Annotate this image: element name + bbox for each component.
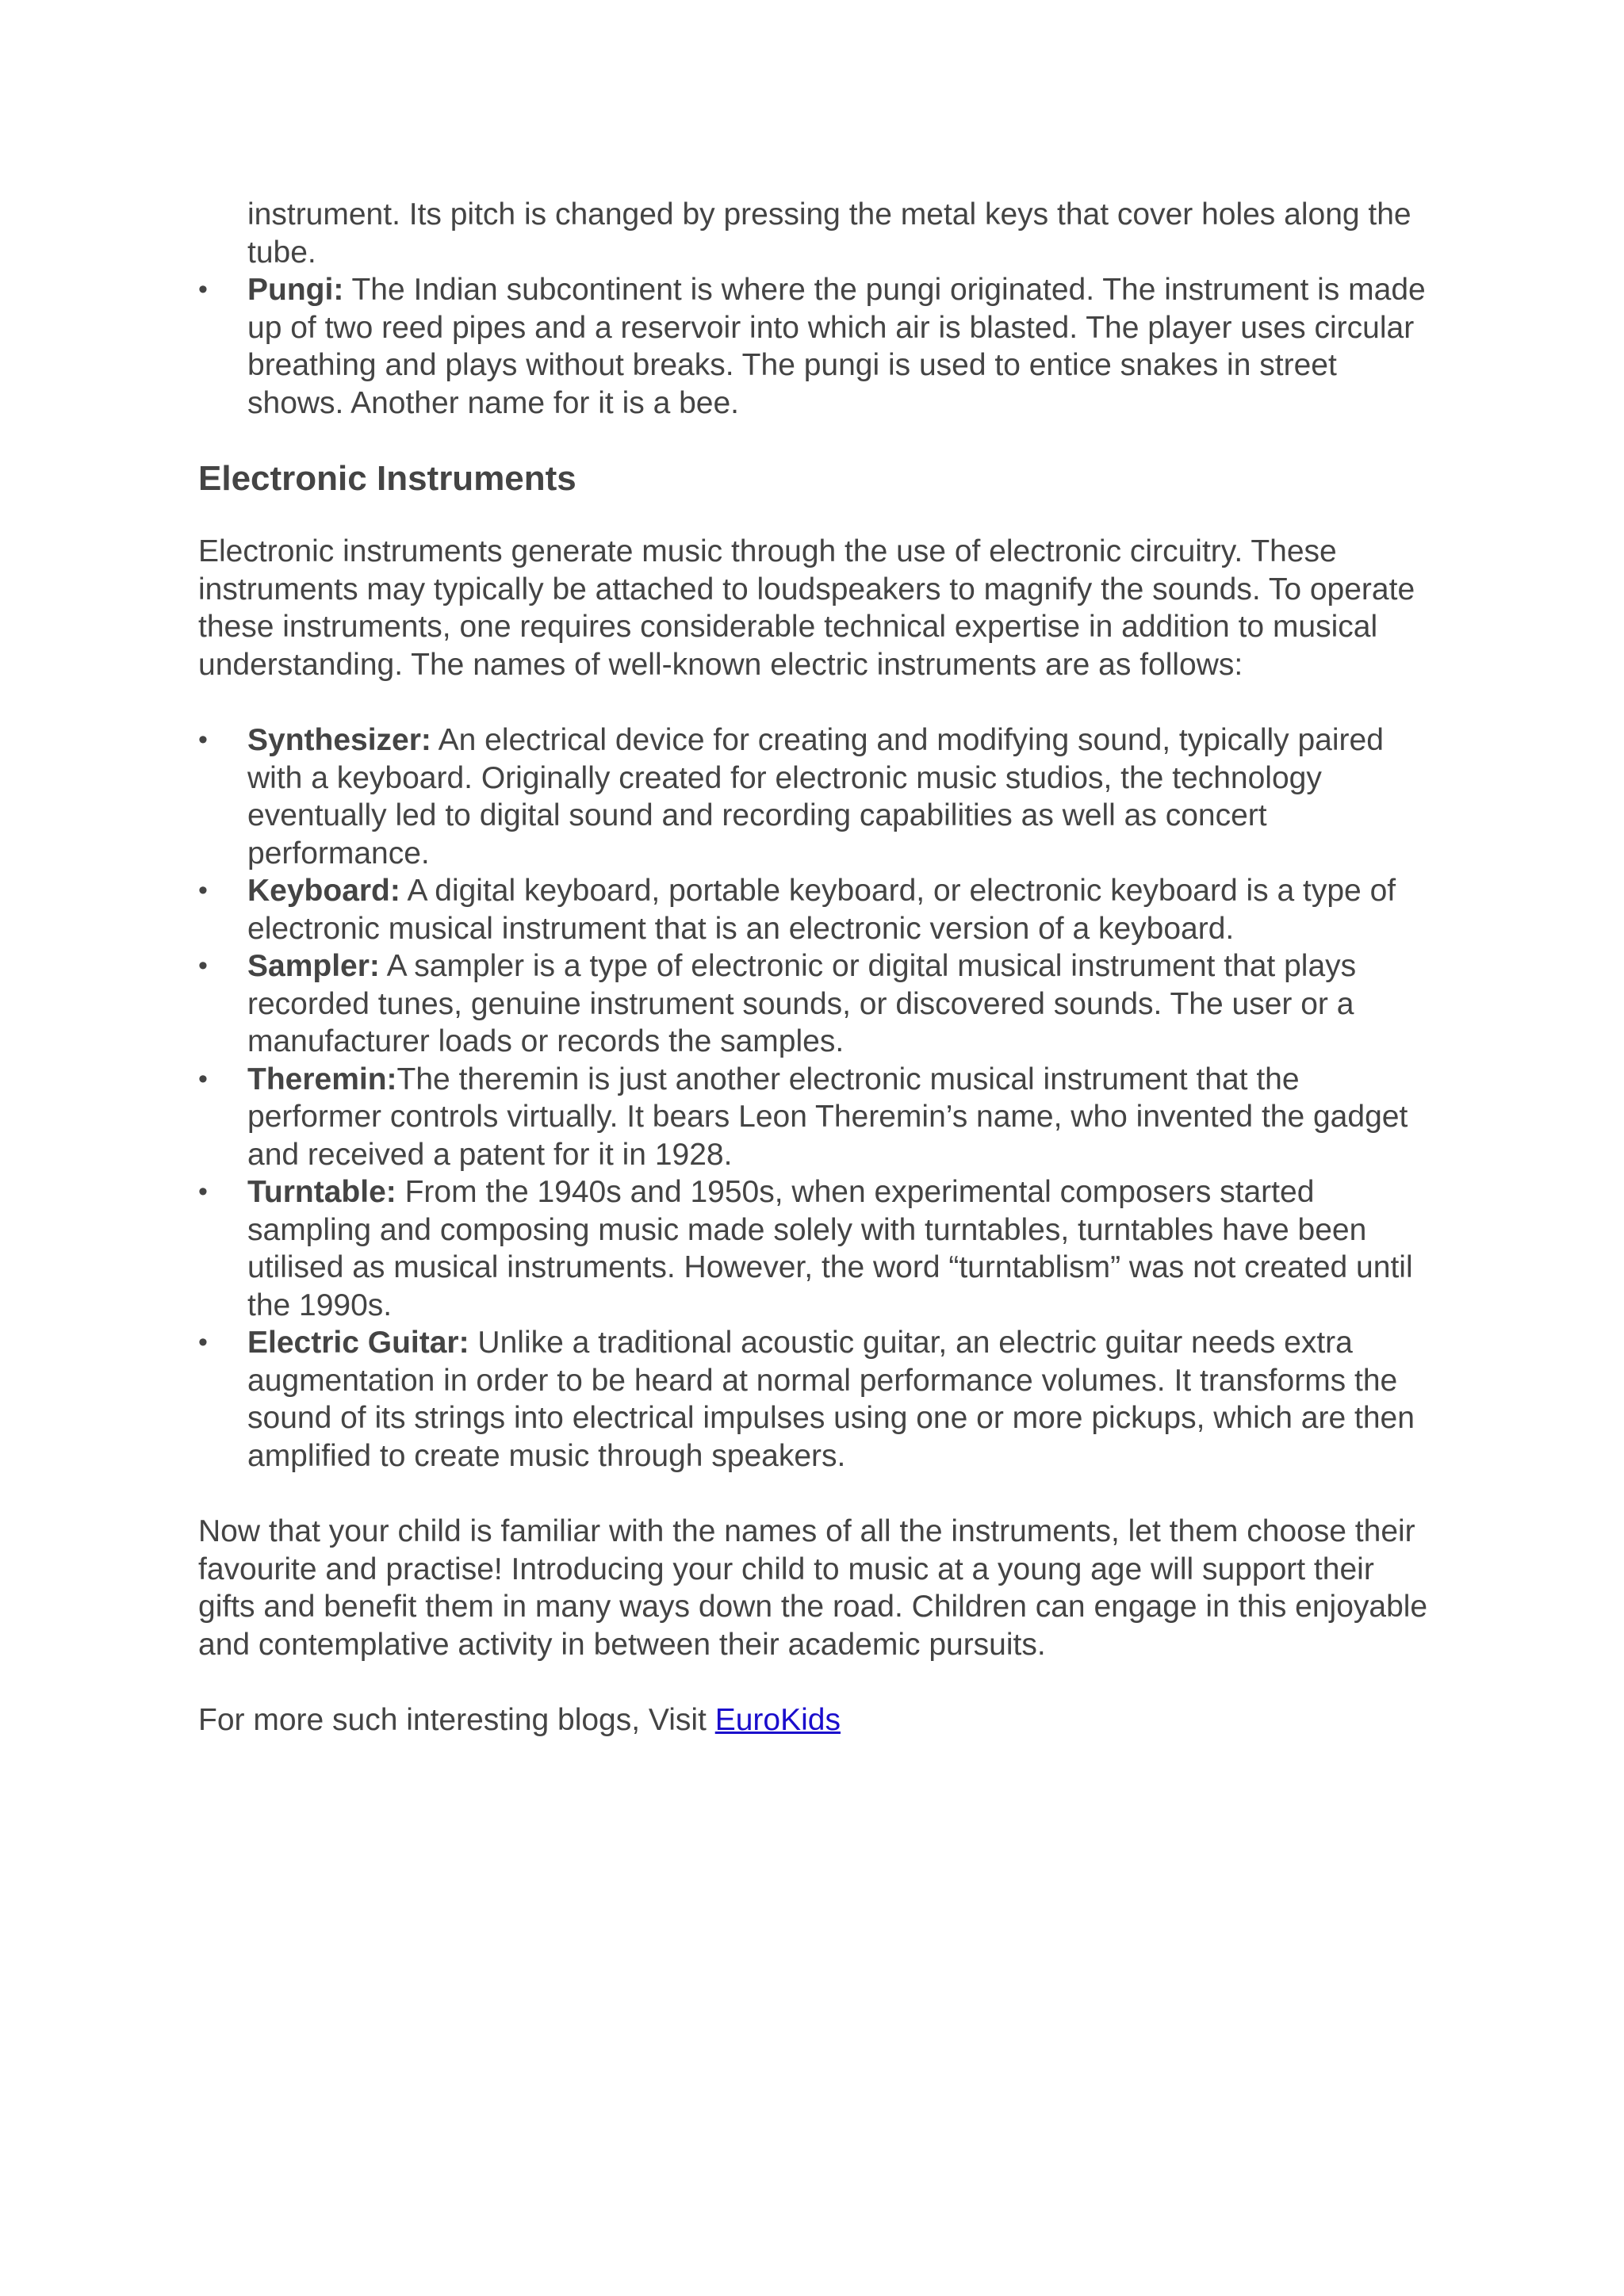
footer-line [198,1701,1435,1739]
item-text: Unlike a traditional acoustic guitar, an electric guitar needs extra augmentation in order to be heard at normal performance volumes. It transforms the sound of its strings into electrical impulses using one or more pickups, which are then amplified to create music through speakers. [247,1326,1415,1473]
item-label: Keyboard: [247,874,400,908]
footer-text: For more such interesting blogs, Visit [198,1703,715,1737]
continuation-text: instrument. Its pitch is changed by pressing the metal keys that cover holes along the tube. [247,197,1411,270]
item-text: The theremin is just another electronic musical instrument that the performer controls virtually. It bears Leon Theremin’s name, who invented the gadget and received a patent for it in 1928. [247,1062,1408,1172]
bullet-icon: • [198,951,208,981]
item-text: A sampler is a type of electronic or digital musical instrument that plays recorded tunes, genuine instrument sounds, or discovered sounds. The user or a manufacturer loads or records the samples. [247,949,1357,1058]
list-item-synthesizer [198,721,1435,872]
list-item-sampler [198,947,1435,1061]
item-label: Electric Guitar: [247,1326,469,1360]
section-intro: Electronic instruments generate music through the use of electronic circuitry. These instruments may typically be attached to loudspeakers to magnify the sounds. To operate these instruments, one requires considerable technical expertise in addition to musical understanding. The names of well-known electric instruments are as follows: [198,534,1415,682]
list-item-electric-guitar [198,1324,1435,1475]
list-item-keyboard [198,872,1435,947]
item-label: Sampler: [247,949,380,983]
bullet-icon: • [198,725,208,755]
item-text: A digital keyboard, portable keyboard, or electronic keyboard is a type of electronic musical instrument that is an electronic version of a keyboard. [247,874,1396,946]
electronic-instruments-list [198,721,1435,1475]
item-text: From the 1940s and 1950s, when experimental composers started sampling and composing music made solely with turntables, turntables have been utilised as musical instruments. However, the word “turntablism” was not created until the 1990s. [247,1175,1413,1322]
item-label: Turntable: [247,1175,396,1209]
bullet-icon: • [198,274,208,304]
bullet-icon: • [198,1063,208,1094]
bullet-icon: • [198,1177,208,1207]
woodwind-list [198,271,1435,422]
item-label: Theremin: [247,1062,397,1096]
document-page [198,196,1435,1739]
section-heading: Electronic Instruments [198,459,576,498]
list-item-turntable [198,1173,1435,1324]
item-label: Synthesizer: [247,723,431,757]
item-text: An electrical device for creating and modifying sound, typically paired with a keyboard. Originally created for electronic music studios, the technology eventually led to digital sound and recording capabilities as well as concert performance. [247,723,1384,871]
list-item-pungi [198,271,1435,422]
eurokids-link[interactable]: EuroKids [714,1703,841,1737]
bullet-icon: • [198,875,208,905]
item-label: Pungi: [247,273,344,307]
closing-paragraph: Now that your child is familiar with the names of all the instruments, let them choose their favourite and practise! Introducing your child to music at a young age will support their gifts and benefit them in many ways down the road. Children can engage in this enjoyable and contemplative activity in between their academic pursuits. [198,1514,1428,1662]
item-text: The Indian subcontinent is where the pungi originated. The instrument is made up of two reed pipes and a reservoir into which air is blasted. The player uses circular breathing and plays without breaks. The pungi is used to entice snakes in street shows. Another name for it is a bee. [247,273,1426,420]
bullet-icon: • [198,1327,208,1357]
list-item-theremin [198,1061,1435,1174]
